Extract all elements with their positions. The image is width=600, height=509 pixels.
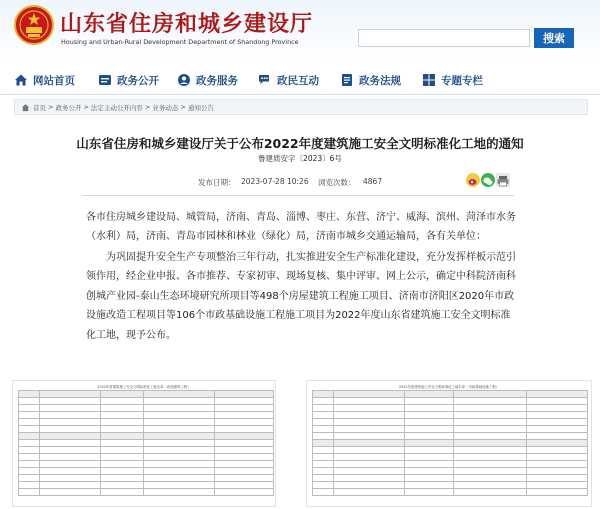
interaction-icon: [258, 73, 272, 87]
search-button[interactable]: 搜索: [534, 28, 574, 48]
nav-item-label: 政民互动: [277, 74, 319, 87]
attachment-title: 2022年度建筑施工安全文明标准化工地名单（房屋建筑工程）: [97, 385, 191, 389]
breadcrumb-item[interactable]: 业务动态: [152, 103, 179, 112]
views-count: 4867: [363, 177, 383, 186]
attachment-table: [18, 390, 274, 496]
breadcrumb: [14, 99, 588, 115]
nav-item-topics[interactable]: [422, 70, 483, 90]
weibo-share-icon[interactable]: [466, 173, 480, 187]
article-paragraph: 各市住房城乡建设局、城管局，济南、青岛、淄博、枣庄、东营、济宁、威海、滨州、菏泽市水务（水利）局，济南、青岛市园林和林业（绿化）局，济南市城乡交通运输局，各有关单位：: [86, 212, 516, 243]
site-subtitle: Housing and Urban-Rural Development Department of Shandong Province: [61, 38, 299, 46]
page-title: 山东省住房和城乡建设厅关于公布2022年度建筑施工安全文明标准化工地的通知: [76, 136, 524, 151]
home-icon: [21, 103, 30, 112]
site-header: [0, 0, 600, 64]
nav-item-label: 专题专栏: [441, 74, 483, 87]
breadcrumb-item[interactable]: 法定主动公开内容: [90, 103, 143, 112]
article-paragraph: 为巩固提升安全生产专项整治三年行动，扎实推进安全生产标准化建设，充分发挥样板示范引领作用，经企业申报、各市推荐、专家初审、现场复核、集中评审、网上公示，确定中科院济南科创城产业园-泰山生态环境研究所项目等498个房屋建筑工程施工项目、济南市济阳区2020年市政设施改造工程项目等106个市政基础设施工程施工项目为2022年度山东省建筑施工安全文明标准化工地，现予公布。: [86, 252, 516, 341]
views-label: 浏览次数：: [318, 178, 356, 187]
attachment-title: 2022年度建筑施工安全文明标准化工地名单（市政基础设施工程）: [398, 385, 500, 389]
published-label: 发布日期：: [198, 178, 236, 187]
attachment-thumbnail[interactable]: [306, 380, 592, 507]
wechat-share-icon[interactable]: [481, 173, 495, 187]
nav-item-label: 政务服务: [196, 74, 238, 87]
nav-item-open-government[interactable]: [98, 70, 159, 90]
service-icon: [177, 73, 191, 87]
attachment-table: [312, 390, 588, 496]
nav-item-home[interactable]: [14, 70, 75, 90]
nav-item-label: 政务公开: [117, 74, 159, 87]
main-nav: [0, 66, 600, 95]
breadcrumb-separator: >: [48, 103, 54, 111]
breadcrumb-separator: >: [83, 103, 89, 111]
nav-item-service[interactable]: [177, 70, 238, 90]
document-number: 鲁建质安字〔2023〕6号: [258, 154, 342, 163]
breadcrumb-item[interactable]: 通知公告: [187, 103, 214, 112]
home-icon: [14, 73, 28, 87]
published-date: 2023-07-28 10:26: [241, 177, 309, 186]
nav-item-label: 政务法规: [359, 74, 401, 87]
national-emblem-icon[interactable]: [14, 5, 54, 45]
nav-item-regulations[interactable]: [340, 70, 401, 90]
regulations-icon: [340, 73, 354, 87]
breadcrumb-separator: >: [180, 103, 186, 111]
nav-item-label: 网站首页: [33, 74, 75, 87]
breadcrumb-separator: >: [144, 103, 151, 111]
topics-icon: [422, 73, 436, 87]
site-title[interactable]: 山东省住房和城乡建设厅: [60, 12, 314, 37]
attachment-thumbnail[interactable]: [12, 380, 276, 507]
print-icon[interactable]: [496, 173, 510, 187]
breadcrumb-item[interactable]: 政务公开: [55, 103, 82, 112]
search-input[interactable]: [358, 29, 530, 47]
nav-item-interaction[interactable]: [258, 70, 319, 90]
divider: [82, 195, 514, 196]
breadcrumb-item[interactable]: 首页: [33, 103, 46, 112]
open-government-icon: [98, 73, 112, 87]
